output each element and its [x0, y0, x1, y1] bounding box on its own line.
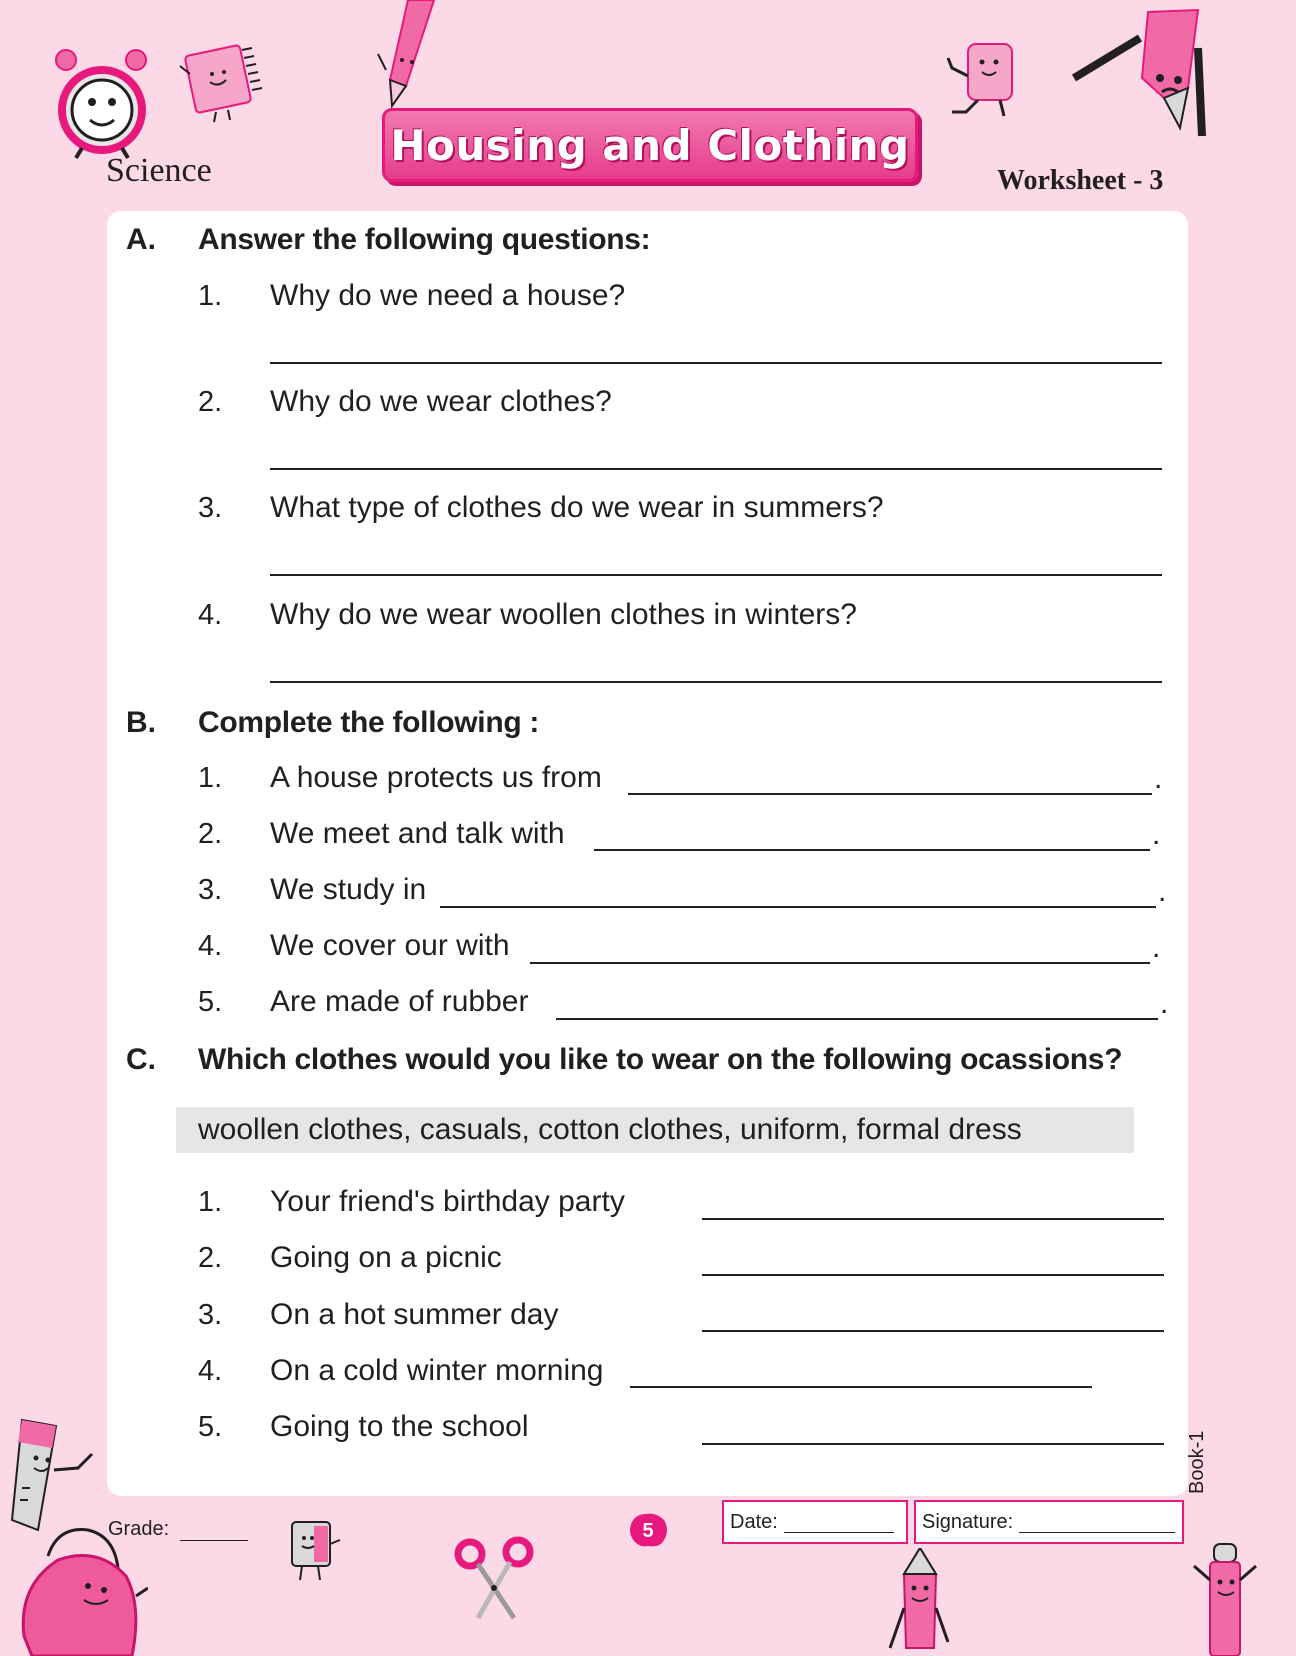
question-number: 3. — [198, 492, 223, 524]
occasion-text: On a hot summer day — [270, 1298, 559, 1331]
occasion-number: 3. — [198, 1299, 223, 1331]
word-bank — [176, 1107, 1134, 1153]
pencil-character-icon — [1070, 8, 1220, 138]
fill-blank-text: Are made of rubber — [270, 985, 529, 1018]
fill-blank-text: We cover our with — [270, 929, 510, 962]
worksheet-title: Housing and Clothing — [390, 120, 910, 170]
scissors-icon — [452, 1534, 536, 1624]
question-number: 1. — [198, 280, 223, 312]
page-number: 5 — [642, 1520, 654, 1542]
occasion-text: Your friend's birthday party — [270, 1185, 625, 1218]
book-label-text: Book-1 — [1186, 1430, 1208, 1494]
fill-blank-text: We study in — [270, 873, 427, 906]
eraser-icon — [944, 40, 1028, 120]
fill-blank-line[interactable] — [556, 1018, 1158, 1020]
occasion-answer-line[interactable] — [702, 1330, 1164, 1332]
fill-blank-number: 4. — [198, 930, 223, 962]
occasion-number: 1. — [198, 1186, 223, 1218]
question-text: Why do we wear clothes? — [270, 385, 612, 418]
question-text: Why do we need a house? — [270, 279, 626, 312]
occasion-number: 5. — [198, 1411, 223, 1443]
date-label: Date: — [730, 1510, 778, 1533]
occasion-text: Going on a picnic — [270, 1241, 502, 1274]
page-number-badge — [626, 1512, 670, 1548]
signature-label: Signature: — [922, 1510, 1014, 1533]
grade-label: Grade: — [108, 1518, 170, 1540]
section-b-title: Complete the following : — [198, 706, 540, 739]
occasion-number: 2. — [198, 1242, 223, 1274]
occasion-number: 4. — [198, 1355, 223, 1387]
fill-blank-number: 2. — [198, 818, 223, 850]
fill-blank-line[interactable] — [594, 849, 1150, 851]
question-text: Why do we wear woollen clothes in winters? — [270, 598, 857, 631]
occasion-answer-line[interactable] — [702, 1443, 1164, 1445]
date-input-line[interactable] — [784, 1532, 894, 1533]
fill-blank-line[interactable] — [530, 962, 1150, 964]
question-number: 2. — [198, 386, 223, 418]
occasion-text: Going to the school — [270, 1410, 529, 1443]
notepad-icon — [176, 44, 266, 126]
fill-blank-line[interactable] — [628, 793, 1152, 795]
sentence-end-mark: . — [1152, 931, 1161, 964]
answer-line[interactable] — [270, 574, 1162, 576]
signature-input-line[interactable] — [1019, 1532, 1175, 1533]
answer-line[interactable] — [270, 468, 1162, 470]
occasion-answer-line[interactable] — [702, 1218, 1164, 1220]
worksheet-number: Worksheet - 3 — [997, 165, 1164, 196]
sentence-end-mark: . — [1160, 987, 1169, 1020]
occasion-answer-line[interactable] — [630, 1386, 1092, 1388]
fill-blank-text: A house protects us from — [270, 761, 602, 794]
subject-label: Science — [106, 152, 212, 189]
sentence-end-mark: . — [1158, 875, 1167, 908]
word-bank-text: woollen clothes, casuals, cotton clothes, uniform, formal dress — [198, 1113, 1022, 1146]
section-a-title: Answer the following questions: — [198, 223, 651, 256]
alarm-clock-icon — [52, 40, 152, 160]
date-box[interactable] — [722, 1500, 908, 1544]
grade-input-line[interactable] — [180, 1540, 248, 1541]
fill-blank-text: We meet and talk with — [270, 817, 565, 850]
answer-line[interactable] — [270, 681, 1162, 683]
signature-box[interactable] — [914, 1500, 1184, 1544]
sentence-end-mark: . — [1154, 762, 1163, 795]
sharpener-icon — [282, 1516, 346, 1588]
crayon-character-icon — [886, 1548, 956, 1656]
fill-blank-number: 1. — [198, 762, 223, 794]
occasion-text: On a cold winter morning — [270, 1354, 604, 1387]
glue-stick-character-icon — [1188, 1540, 1268, 1656]
question-number: 4. — [198, 599, 223, 631]
section-b-letter: B. — [126, 706, 156, 739]
fill-blank-number: 5. — [198, 986, 223, 1018]
worksheet-title-banner — [382, 108, 918, 182]
section-a-letter: A. — [126, 223, 156, 256]
sentence-end-mark: . — [1152, 818, 1161, 851]
occasion-answer-line[interactable] — [702, 1274, 1164, 1276]
section-c-title: Which clothes would you like to wear on the following ocassions? — [198, 1043, 1123, 1076]
bag-character-icon — [18, 1516, 148, 1656]
answer-line[interactable] — [270, 362, 1162, 364]
fill-blank-line[interactable] — [440, 906, 1156, 908]
pencil-icon — [376, 0, 446, 112]
question-text: What type of clothes do we wear in summers? — [270, 491, 884, 524]
section-c-letter: C. — [126, 1043, 156, 1076]
fill-blank-number: 3. — [198, 874, 223, 906]
book-label — [1178, 1430, 1218, 1494]
